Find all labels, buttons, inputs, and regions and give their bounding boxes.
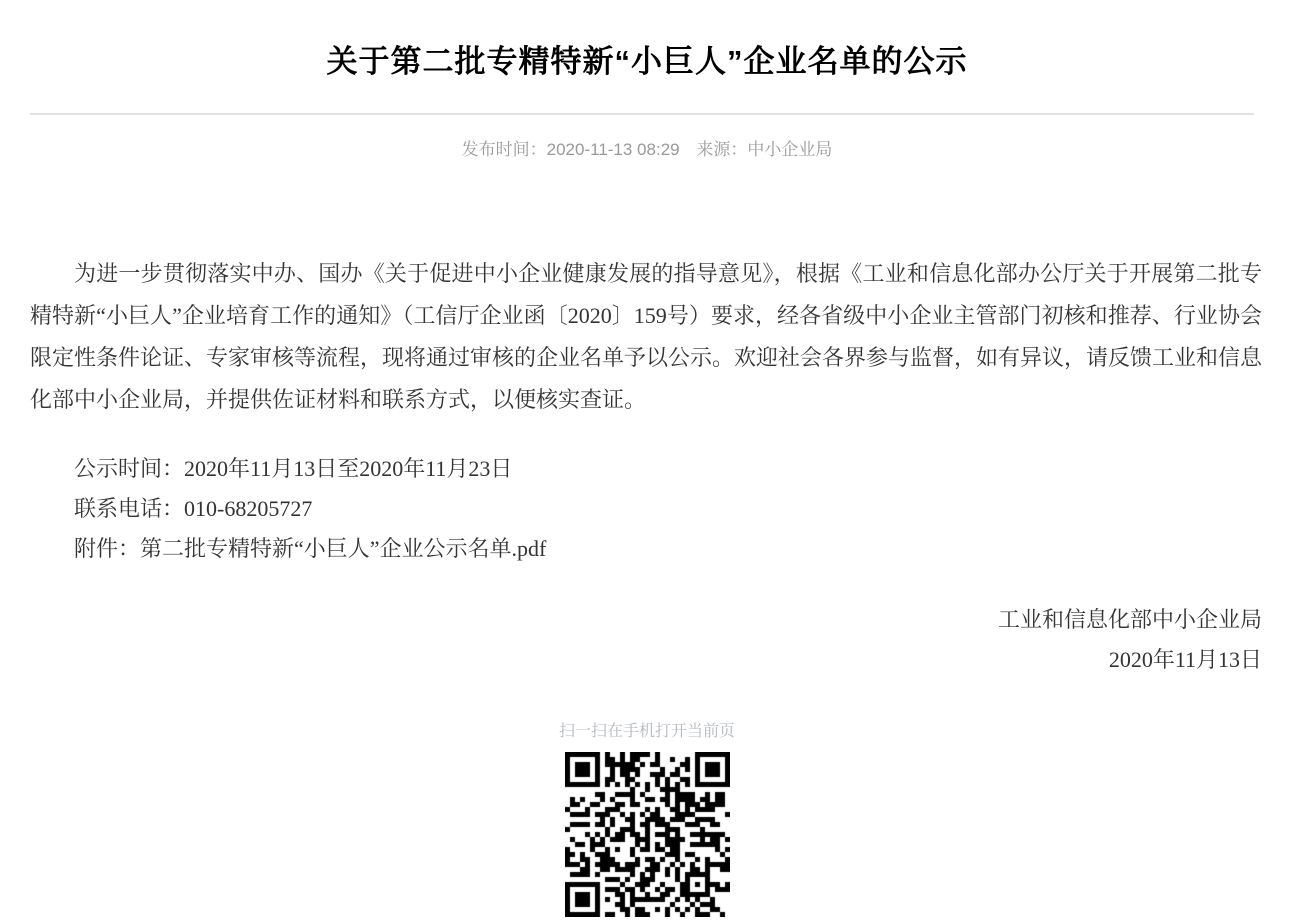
qr-code-icon [565, 752, 730, 917]
meta-line [0, 139, 1294, 161]
title-divider [30, 113, 1254, 115]
attachment-line [30, 529, 1262, 569]
attachment-link[interactable]: 第二批专精特新“小巨人”企业公示名单.pdf [140, 536, 547, 561]
announcement-paragraph: 为进一步贯彻落实中办、国办《关于促进中小企业健康发展的指导意见》，根据《工业和信息化部办公厅关于开展第二批专精特新“小巨人”企业培育工作的通知》（工信厅企业函〔2020〕159号）要求，经各省级中小企业主管部门初核和推荐、行业协会限定性条件论证、专家审核等流程，现将通过审核的企业名单予以公示。欢迎社会各界参与监督，如有异议，请反馈工业和信息化部中小企业局，并提供佐证材料和联系方式，以便核实查证。 [30, 261, 1263, 412]
publicity-period-line [30, 449, 1262, 489]
signature-block [30, 600, 1262, 680]
contact-phone-label: 联系电话： [74, 496, 185, 521]
qr-caption: 扫一扫在手机打开当前页 [558, 723, 735, 740]
announcement-body [30, 253, 1262, 421]
signature-date: 2020年11月13日 [1108, 647, 1262, 672]
publish-time: 发布时间：2020-11-13 08:29 [461, 140, 680, 159]
contact-phone-line [30, 489, 1262, 529]
qr-section [0, 752, 1294, 922]
publicity-period-label: 公示时间： [74, 456, 185, 481]
publicity-period-value: 2020年11月13日至2020年11月23日 [184, 456, 513, 481]
signature-org: 工业和信息化部中小企业局 [997, 607, 1262, 632]
attachment-label: 附件： [74, 536, 141, 561]
contact-phone-value: 010-68205727 [184, 496, 313, 521]
page-title: 关于第二批专精特新“小巨人”企业名单的公示 [326, 44, 968, 79]
source-label: 来源：中小企业局 [696, 140, 833, 159]
info-block [30, 449, 1262, 569]
